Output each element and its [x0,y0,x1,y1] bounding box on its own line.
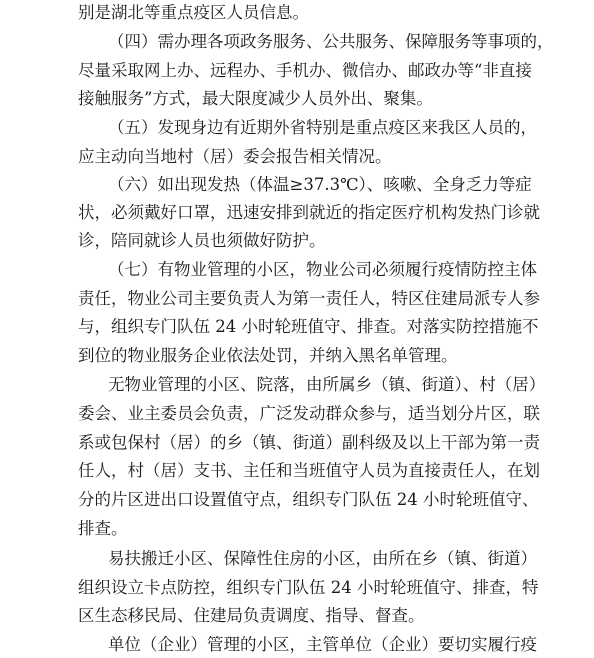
paragraph-line: 单位（企业）管理的小区，主管单位（企业）要切实履行疫 [108,635,537,654]
paragraph-line: 与，组织专门队伍 24 小时轮班值守、排查。对落实防控措施不 [78,317,539,336]
paragraph-line: 尽量采取网上办、远程办、手机办、微信办、邮政办等“非直接 [78,61,532,80]
paragraph-line: 系或包保村（居）的乡（镇、街道）副科级及以上干部为第一责 [78,433,540,452]
paragraph-line: 别是湖北等重点疫区人员信息。 [78,3,309,22]
paragraph-line: 到位的物业服务企业依法处罚，并纳入黑名单管理。 [78,346,458,365]
paragraph-line: 无物业管理的小区、院落，由所属乡（镇、街道）、村（居） [108,375,546,394]
paragraph-line: 接触服务”方式，最大限度减少人员外出、聚集。 [78,89,433,108]
paragraph-line: （四）需办理各项政务服务、公共服务、保障服务等事项的， [108,32,554,51]
paragraph-line: 责任，物业公司主要负责人为第一责任人，特区住建局派专人参 [78,289,540,308]
paragraph-line: （五）发现身边有近期外省特别是重点疫区来我区人员的， [108,118,537,137]
paragraph-line: 应主动向当地村（居）委会报告相关情况。 [78,147,392,166]
paragraph-line: （七）有物业管理的小区，物业公司必须履行疫情防控主体 [108,260,537,279]
paragraph-line: 委会、业主委员会负责，广泛发动群众参与，适当划分片区，联 [78,404,540,423]
paragraph-line: 区生态移民局、住建局负责调度、指导、督查。 [78,606,425,625]
paragraph-line: 组织设立卡点防控，组织专门队伍 24 小时轮班值守、排查，特 [78,578,539,597]
paragraph-line: 易扶搬迁小区、保障性住房的小区，由所在乡（镇、街道） [108,549,537,568]
paragraph-line: 任人，村（居）支书、主任和当班值守人员为直接责任人，在划 [78,461,540,480]
paragraph-line: 分的片区进出口设置值守点，组织专门队伍 24 小时轮班值守、 [78,490,539,509]
paragraph-line: 状，必须戴好口罩，迅速安排到就近的指定医疗机构发热门诊就 [78,203,540,222]
paragraph-line: 排查。 [78,519,128,538]
paragraph-line: （六）如出现发热（体温≥37.3℃）、咳嗽、全身乏力等症 [108,175,532,194]
paragraph-line: 诊，陪同就诊人员也须做好防护。 [78,231,326,250]
